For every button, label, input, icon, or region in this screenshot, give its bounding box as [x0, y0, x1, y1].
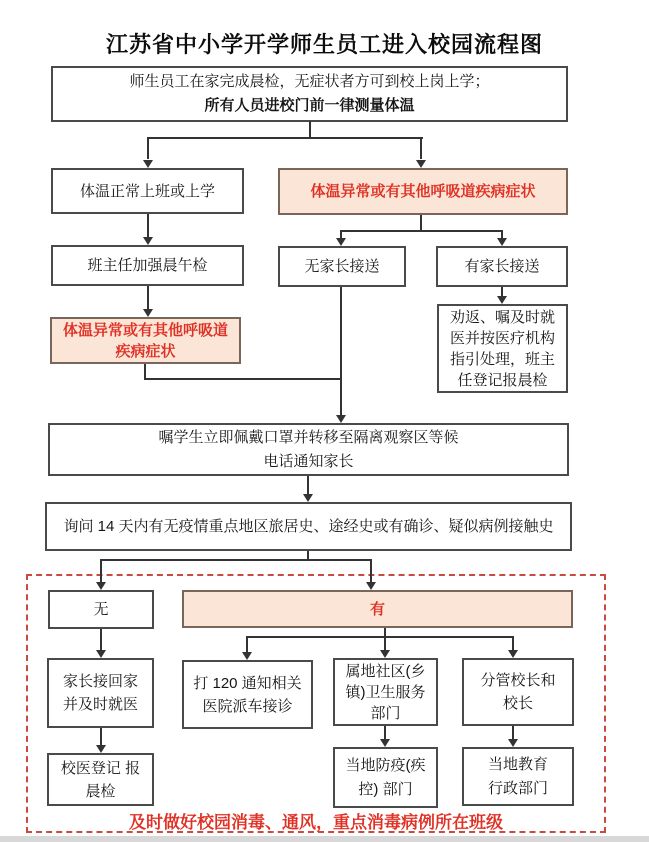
flow-line	[147, 214, 149, 238]
flow-line	[307, 476, 309, 495]
node-community-line1: 属地社区(乡	[345, 662, 426, 680]
page-edge-strip	[0, 836, 649, 842]
node-call-120-line2: 医院派车接诊	[202, 697, 293, 715]
node-no-parent-pickup: 无家长接送	[278, 246, 406, 287]
flow-line	[384, 636, 386, 651]
node-schooldoc-line1: 校医登记 报	[60, 759, 141, 777]
node-advise-line4: 任登记报晨检	[457, 371, 548, 389]
arrowhead-down-icon	[508, 650, 518, 658]
node-community-health-dept	[333, 658, 438, 726]
arrowhead-down-icon	[242, 652, 252, 660]
flow-line	[512, 726, 514, 740]
arrowhead-down-icon	[303, 494, 313, 502]
node-no: 无	[48, 590, 154, 629]
zone-note: 及时做好校园消毒、通风，重点消毒病例所在班级	[129, 813, 503, 832]
flow-line	[100, 629, 102, 651]
node-cdc-line2: 控) 部门	[358, 780, 413, 798]
arrowhead-down-icon	[143, 237, 153, 245]
node-mask-line2: 电话通知家长	[263, 452, 354, 470]
flow-line	[100, 728, 102, 746]
flow-line	[420, 137, 422, 159]
node-cdc-line1: 当地防疫(疾	[345, 756, 426, 774]
node-schooldoc-line2: 晨检	[85, 782, 116, 800]
node-home-morning-check	[51, 66, 568, 122]
flow-line	[147, 286, 149, 310]
arrowhead-down-icon	[336, 415, 346, 423]
flow-line	[340, 230, 503, 232]
node-principal-line1: 分管校长和	[480, 672, 556, 689]
arrowhead-down-icon	[380, 739, 390, 747]
node-advise-line2: 医并按医疗机构	[449, 329, 555, 347]
node-advise-line3: 指引处理，班主	[449, 350, 555, 368]
node-temp-normal: 体温正常上班或上学	[51, 168, 244, 214]
arrowhead-down-icon	[508, 739, 518, 747]
node-mask-isolation	[48, 423, 569, 476]
flow-line	[370, 559, 372, 583]
node-cdc-dept	[333, 747, 438, 808]
flow-line	[147, 137, 149, 159]
flow-line	[246, 636, 248, 653]
flow-line	[309, 121, 311, 138]
node-yes: 有	[182, 590, 573, 628]
node-parent-take-home	[47, 658, 154, 728]
arrowhead-down-icon	[497, 238, 507, 246]
node-principal	[462, 658, 574, 726]
arrowhead-down-icon	[96, 582, 106, 590]
arrowhead-down-icon	[497, 296, 507, 304]
node-advise-line1: 劝返、嘱及时就	[449, 308, 555, 326]
arrowhead-down-icon	[366, 582, 376, 590]
flow-line	[512, 636, 514, 651]
flow-line	[420, 215, 422, 231]
node-parent-take-line2: 并及时就医	[62, 696, 138, 713]
arrowhead-down-icon	[416, 160, 426, 168]
node-temp-abnormal-secondary-line1: 体温异常或有其他呼吸道	[62, 321, 228, 339]
node-home-line1: 师生员工在家完成晨检，无症状者方可到校上岗上学；	[129, 73, 490, 90]
node-has-parent-pickup: 有家长接送	[436, 246, 568, 287]
node-call-120	[182, 660, 313, 729]
flow-line	[100, 559, 102, 583]
flow-line	[340, 287, 342, 416]
flow-line	[384, 726, 386, 740]
arrowhead-down-icon	[380, 650, 390, 658]
arrowhead-down-icon	[143, 309, 153, 317]
arrowhead-down-icon	[336, 238, 346, 246]
node-temp-abnormal-secondary	[50, 317, 241, 364]
node-temp-abnormal-secondary-line2: 疾病症状	[115, 342, 176, 360]
node-ask-travel-history: 询问 14 天内有无疫情重点地区旅居史、途经史或有确诊、疑似病例接触史	[45, 502, 572, 551]
node-teacher-morning-noon-check: 班主任加强晨午检	[51, 245, 244, 286]
flow-line	[144, 378, 342, 380]
node-edu-line1: 当地教育	[487, 755, 548, 773]
node-parent-take-line1: 家长接回家	[62, 673, 138, 690]
arrowhead-down-icon	[96, 650, 106, 658]
node-principal-line2: 校长	[502, 695, 533, 712]
node-edu-line2: 行政部门	[487, 779, 548, 797]
page-title: 江苏省中小学开学师生员工进入校园流程图	[105, 32, 543, 57]
arrowhead-down-icon	[96, 745, 106, 753]
node-mask-line1: 嘱学生立即佩戴口罩并转移至隔离观察区等候	[158, 428, 459, 446]
node-community-line2: 镇)卫生服务	[345, 683, 426, 701]
node-education-dept	[462, 747, 574, 806]
node-community-line3: 部门	[370, 704, 401, 722]
arrowhead-down-icon	[143, 160, 153, 168]
node-home-line2: 所有人员进校门前一律测量体温	[204, 97, 415, 114]
node-temp-abnormal: 体温异常或有其他呼吸道疾病症状	[278, 168, 568, 215]
node-advise-return-medical	[437, 304, 568, 393]
flow-line	[100, 559, 372, 561]
node-call-120-line1: 打 120 通知相关	[193, 674, 302, 692]
node-school-doctor-register	[47, 753, 154, 806]
flow-line	[147, 137, 423, 139]
flow-line	[246, 636, 514, 638]
